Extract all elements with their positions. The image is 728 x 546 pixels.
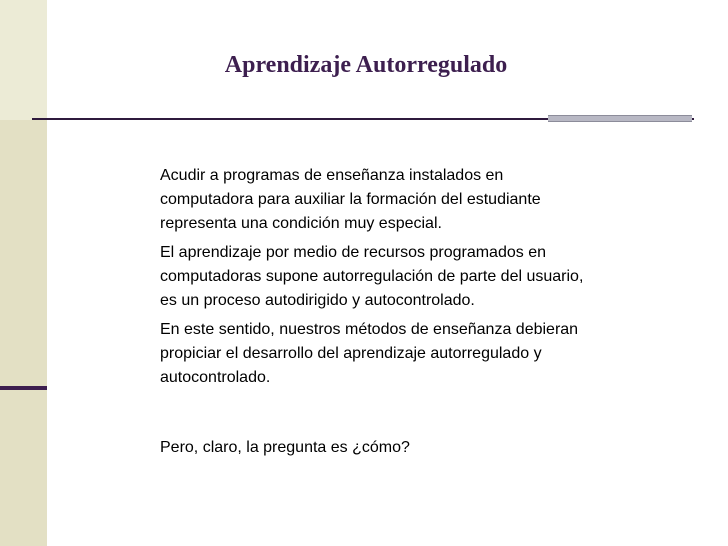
body-paragraph-1: Acudir a programas de enseñanza instalados en computadora para auxiliar la formación del estudiante representa una condición muy especial. <box>160 167 541 232</box>
side-decoration-band <box>0 0 47 546</box>
body-paragraph-3: En este sentido, nuestros métodos de enseñanza debieran propiciar el desarrollo del aprendizaje autorregulado y autocontrolado. <box>160 321 579 386</box>
title-rule-accent <box>548 115 692 122</box>
side-band-divider <box>0 386 47 390</box>
body-paragraph-2: El aprendizaje por medio de recursos programados en computadoras supone autorregulación de parte del usuario, es un proceso autodirigido y autocontrolado. <box>160 244 584 309</box>
slide-title-text: Aprendizaje Autorregulado <box>224 52 508 78</box>
slide-title <box>0 52 728 79</box>
slide-body <box>160 164 600 465</box>
closing-question: Pero, claro, la pregunta es ¿cómo? <box>160 439 410 456</box>
